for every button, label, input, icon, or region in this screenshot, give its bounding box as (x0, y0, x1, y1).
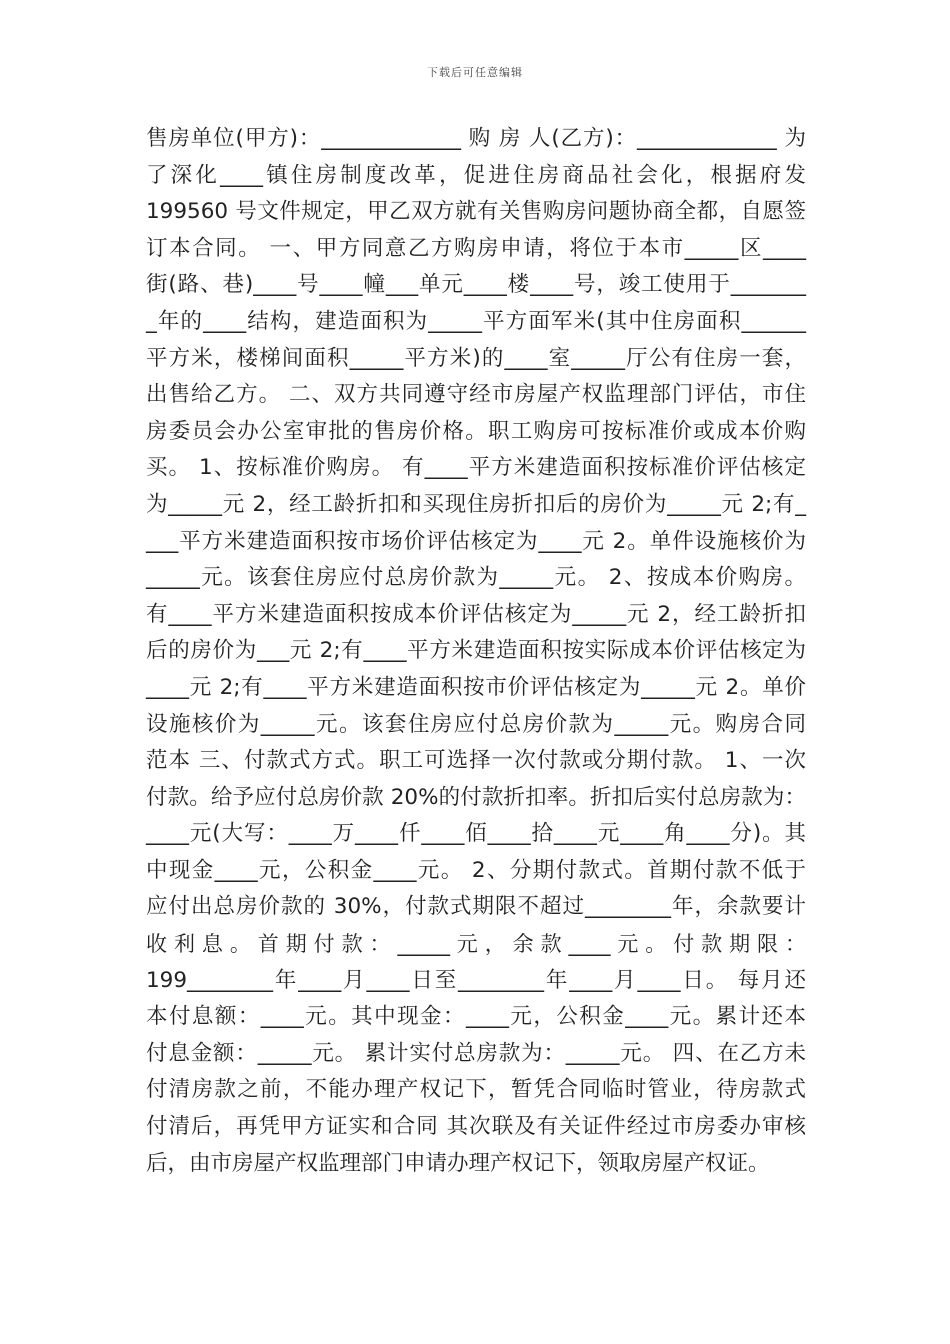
text-line: 范本 三、付款式方式。职工可选择一次付款或分期付款。 1、一次 (146, 748, 806, 774)
text-line: 后的房价为___元 2;有____平方米建造面积按实际成本价评估核定为 (146, 638, 806, 664)
text-line: 出售给乙方。 二、双方共同遵守经市房屋产权监理部门评估，市住 (146, 382, 806, 408)
text-line: 后，由市房屋产权监理部门申请办理产权记下，领取房屋产权证。 (146, 1150, 770, 1176)
text-line: 付清后，再凭甲方证实和合同 其次联及有关证件经过市房委办审核 (146, 1114, 806, 1140)
text-line: 收 利 息 。 首 期 付 款 ： _____ 元 ， 余 款 ____ 元 。 付 款 期 限 ： (146, 932, 806, 957)
text-line: 应付出总房价款的 30%，付款式期限不超过________年，余款要计 (146, 894, 806, 920)
text-line: 本付息额：____元。其中现金：____元，公积金____元。累计还本 (146, 1004, 806, 1030)
text-line: ____元(大写：____万____仟____佰____拾____元____角____分)。其 (146, 821, 806, 847)
text-line: 房委员会办公室审批的售房价格。职工购房可按标准价或成本价购 (146, 418, 806, 444)
document-body (146, 121, 806, 1182)
text-line: 售房单位(甲方)：_____________ 购 房 人(乙方)：_____________ 为 (146, 126, 806, 151)
text-line: 199560 号文件规定，甲乙双方就有关售购房问题协商全都，自愿签 (146, 199, 806, 225)
text-line: 街(路、巷)____号____幢___单元____楼____号，竣工使用于_______ (146, 272, 806, 298)
text-line: ____元 2;有____平方米建造面积按市价评估核定为_____元 2。单价 (146, 674, 806, 700)
text-line: 中现金____元，公积金____元。 2、分期付款式。首期付款不低于 (146, 857, 806, 883)
text-line: 付清房款之前，不能办理产权记下，暂凭合同临时管业，待房款式 (146, 1077, 806, 1103)
page-header: 下载后可任意编辑 (427, 66, 523, 79)
text-line: 平方米，楼梯间面积_____平方米)的____室_____厅公有住房一套， (146, 345, 806, 371)
text-line: 了深化____镇住房制度改革，促进住房商品社会化，根据府发 (146, 162, 806, 188)
text-line: 有____平方米建造面积按成本价评估核定为_____元 2，经工龄折扣 (146, 601, 806, 627)
text-line: 199________年____月____日至________年____月____日。 每月还 (146, 967, 806, 993)
text-line: 买。 1、按标准价购房。 有____平方米建造面积按标准价评估核定 (146, 455, 806, 481)
text-line: 付款。给予应付总房价款 20%的付款折扣率。折扣后实付总房款为： (146, 784, 806, 810)
text-line: ___平方米建造面积按市场价评估核定为____元 2。单件设施核价为 (146, 528, 806, 554)
text-line: 付息金额：_____元。 累计实付总房款为：_____元。 四、在乙方未 (146, 1040, 806, 1066)
text-line: _年的____结构，建造面积为_____平方面军米(其中住房面积______ (146, 308, 806, 334)
text-line: 设施核价为_____元。该套住房应付总房价款为_____元。购房合同 (146, 711, 806, 737)
text-line: _____元。该套住房应付总房价款为_____元。 2、按成本价购房。 (146, 565, 806, 591)
text-line: 为_____元 2，经工龄折扣和买现住房折扣后的房价为_____元 2;有_ (146, 491, 806, 517)
text-line: 订本合同。 一、甲方同意乙方购房申请，将位于本市_____区____ (146, 235, 806, 261)
